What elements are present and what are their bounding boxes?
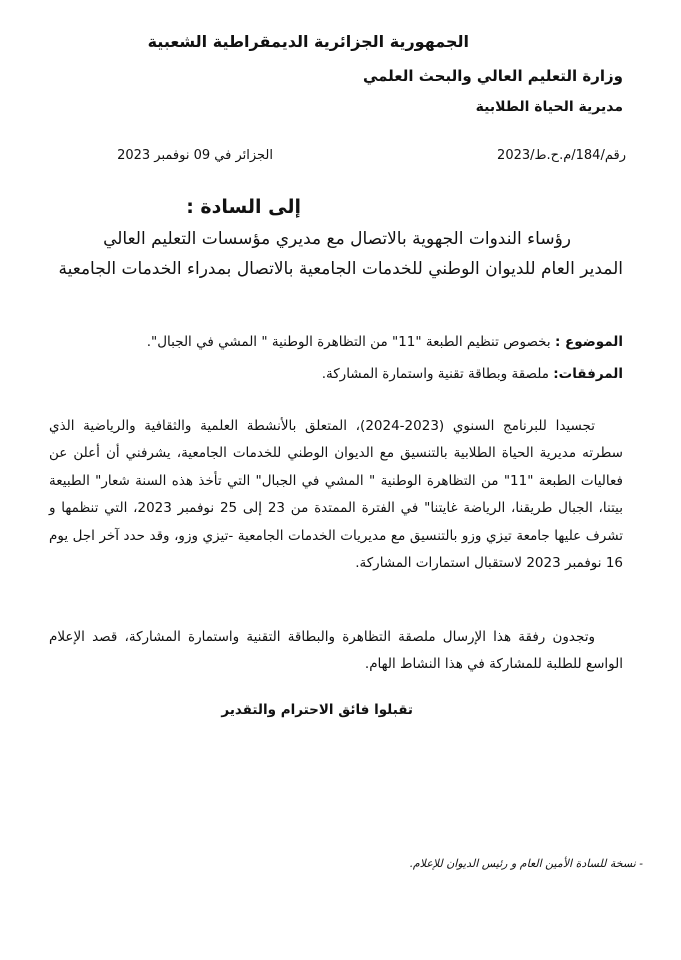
subject-line <box>147 334 623 350</box>
addressee-heading: إلى السادة : <box>186 196 301 218</box>
republic-heading: الجمهورية الجزائرية الديمقراطية الشعبية <box>147 32 469 51</box>
place-date: الجزائر في 09 نوفمبر 2023 <box>117 148 273 163</box>
attachments-label: المرفقات: <box>553 366 623 382</box>
body-paragraph <box>49 413 623 577</box>
subject-text: بخصوص تنظيم الطبعة "11" من التظاهرة الوطنية " المشي في الجبال". <box>146 334 555 350</box>
closing-line: تقبلوا فائق الاحترام والتقدير <box>221 702 413 718</box>
copy-footnote: - نسخة للسادة الأمين العام و رئيس الديوان للإعلام. <box>409 857 643 870</box>
reference-number: رقم/184/م.ح.ط/2023 <box>497 148 626 163</box>
ministry-heading: وزارة التعليم العالي والبحث العلمي <box>362 67 623 85</box>
attachments-text: ملصقة وبطاقة تقنية واستمارة المشاركة. <box>321 366 554 382</box>
body-paragraph <box>49 624 623 679</box>
subject-label: الموضوع : <box>554 334 623 350</box>
attachments-line <box>322 366 623 382</box>
recipient-line: رؤساء الندوات الجهوية بالاتصال مع مديري مؤسسات التعليم العالي <box>103 229 571 249</box>
recipient-line: المدير العام للديوان الوطني للخدمات الجامعية بالاتصال بمدراء الخدمات الجامعية <box>58 259 623 279</box>
directorate-heading: مديرية الحياة الطلابية <box>475 99 623 115</box>
body-paragraph-text: تجسيدا للبرنامج السنوي (2023-2024)، المتعلق بالأنشطة العلمية والثقافية والرياضية الذي سطرته مديرية الحياة الطلابية بالتنسيق مع الديوان الوطني للخدمات الجامعية، يشرفني أن أعلن عن فعاليات الطبعة "11" من التظاهرة الوطنية " المشي في الجبال" التي تأخذ هذه السنة شعار" الطبيعة بيتنا، الجبال طريقنا، الرياضة غايتنا" في الفترة الممتدة من 23 إلى 25 نوفمبر 2023، التي تنظمها و تشرف عليها جامعة تيزي وزو بالتنسيق مع مديريات الخدمات الجامعية -تيزي وزو، وقد حدد آخر اجل يوم 16 نوفمبر 2023 لاستقبال استمارات المشاركة. <box>49 418 623 572</box>
body-paragraph-text: وتجدون رفقة هذا الإرسال ملصقة التظاهرة والبطاقة التقنية واستمارة المشاركة، قصد الإعلام الواسع للطلبة للمشاركة في هذا النشاط الهام. <box>49 629 623 673</box>
